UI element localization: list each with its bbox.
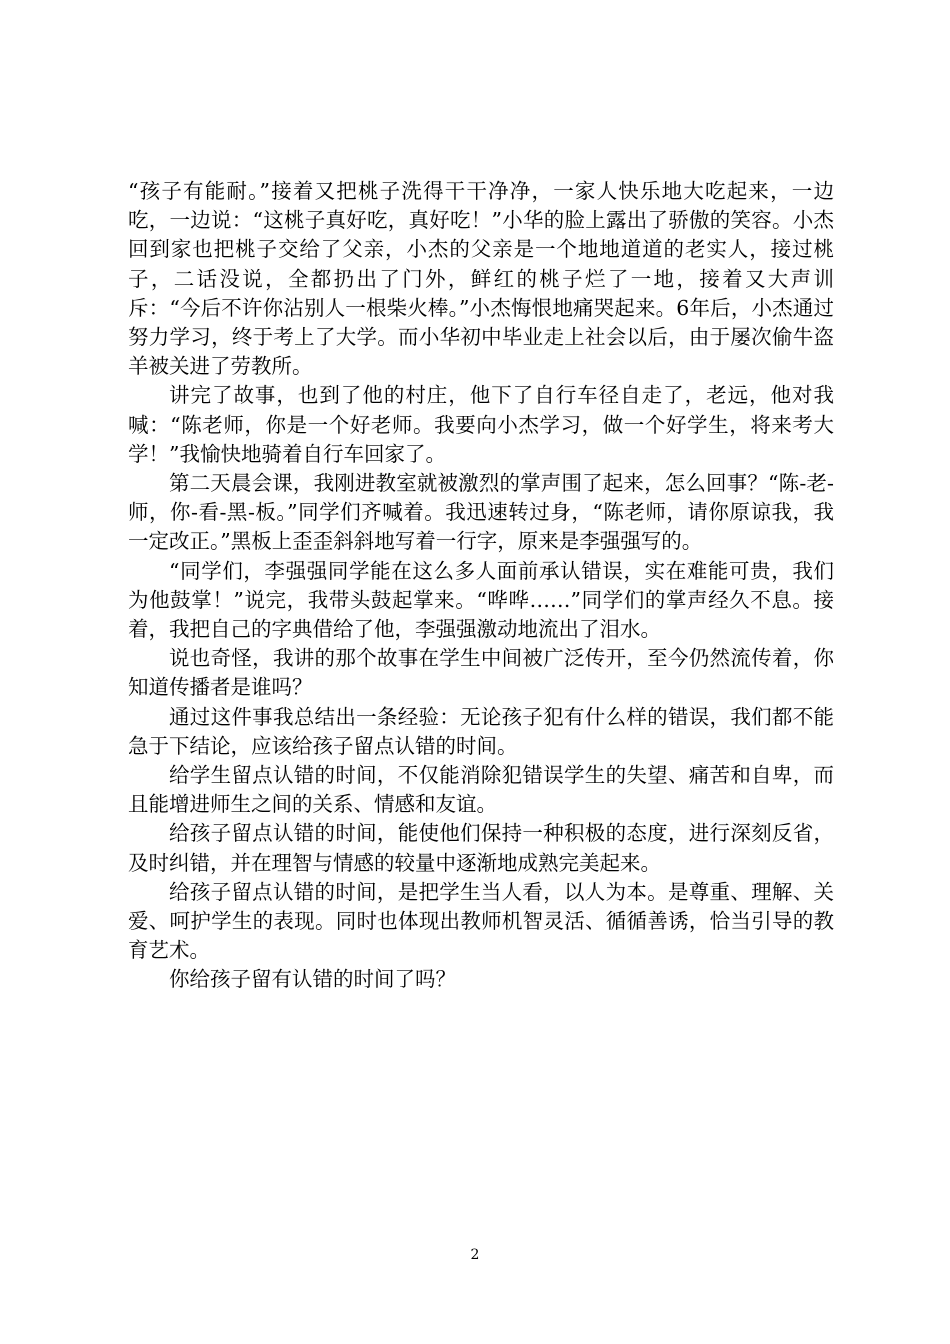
paragraph-6: 通过这件事我总结出一条经验：无论孩子犯有什么样的错误，我们都不能急于下结论，应该给孩子留点认错的时间。 (128, 704, 834, 758)
paragraph-3: 第二天晨会课，我刚进教室就被激烈的掌声围了起来，怎么回事？“陈-老-师，你-看-黑-板。”同学们齐喊着。我迅速转过身，“陈老师，请你原谅我，我一定改正。”黑板上歪歪斜斜地写着一行字，原来是李强强写的。 (128, 471, 834, 554)
paragraph-8: 给孩子留点认错的时间，能使他们保持一种积极的态度，进行深刻反省，及时纠错，并在理智与情感的较量中逐渐地成熟完美起来。 (128, 821, 834, 875)
paragraph-7: 给学生留点认错的时间，不仅能消除犯错误学生的失望、痛苦和自卑，而且能增进师生之间的关系、情感和友谊。 (128, 763, 834, 817)
paragraph-9: 给孩子留点认错的时间，是把学生当人看，以人为本。是尊重、理解、关爱、呵护学生的表现。同时也体现出教师机智灵活、循循善诱，恰当引导的教育艺术。 (128, 879, 834, 963)
paragraph-10: 你给孩子留有认错的时间了吗？ (169, 967, 456, 992)
paragraph-1: “孩子有能耐。”接着又把桃子洗得干干净净，一家人快乐地大吃起来，一边吃，一边说：“这桃子真好吃，真好吃！”小华的脸上露出了骄傲的笑容。小杰回到家也把桃子交给了父亲，小杰的父亲是一个地地道道的老实人，接过桃子，二话没说，全都扔出了门外，鲜红的桃子烂了一地，接着又大声训斥：“今后不许你沾别人一根柴火棒。”小杰悔恨地痛哭起来。6年后，小杰通过努力学习，终于考上了大学。而小华初中毕业走上社会以后，由于屡次偷牛盗羊被关进了劳教所。 (128, 179, 834, 379)
body-text (128, 177, 834, 995)
paragraph-2: 讲完了故事，也到了他的村庄，他下了自行车径自走了，老远，他对我喊：“陈老师，你是一个好老师。我要向小杰学习，做一个好学生，将来考大学！”我愉快地骑着自行车回家了。 (128, 383, 834, 466)
page-number: 2 (470, 1247, 480, 1263)
paragraph-4: “同学们，李强强同学能在这么多人面前承认错误，实在难能可贵，我们为他鼓掌！”说完，我带头鼓起掌来。“哗哗……”同学们的掌声经久不息。接着，我把自己的字典借给了他，李强强激动地流出了泪水。 (128, 558, 834, 642)
paragraph-5: 说也奇怪，我讲的那个故事在学生中间被广泛传开，至今仍然流传着，你知道传播者是谁吗？ (128, 646, 834, 700)
